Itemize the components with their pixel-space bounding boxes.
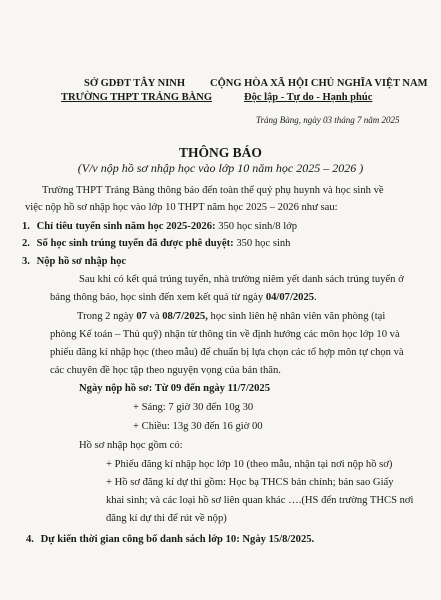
para1-period: .: [314, 292, 317, 303]
item-2: [22, 237, 290, 250]
motto: Độc lập - Tự do - Hạnh phúc: [244, 92, 373, 103]
docs-item-4: đăng kí dự thi để rút về nộp): [106, 513, 227, 524]
nation-name: CỘNG HÒA XÃ HỘI CHỦ NGHĨA VIỆT NAM: [210, 78, 428, 89]
intro-line-2: việc nộp hồ sơ nhập học vào lớp 10 THPT năm học 2025 – 2026 như sau:: [25, 202, 338, 213]
result-date: 04/07/2025: [265, 292, 315, 303]
schedule-afternoon: + Chiều: 13g 30 đến 16 giờ 00: [133, 421, 263, 432]
item-1-value: 350 học sinh/8 lớp: [215, 221, 298, 232]
item-1-number: 1.: [22, 221, 30, 232]
page-title: THÔNG BÁO: [179, 145, 262, 160]
item-2-value: 350 học sinh: [233, 238, 291, 249]
place-date: Trảng Bàng, ngày 03 tháng 7 năm 2025: [256, 115, 400, 125]
item-4-number: 4.: [26, 534, 34, 545]
para1-text: bảng thông báo, học sinh đến xem kết quả từ ngày: [50, 292, 266, 303]
item-4: [26, 533, 314, 546]
para2-text-a: Trong 2 ngày: [77, 311, 137, 322]
intro-line-1: Trường THPT Trảng Bàng thông báo đến toàn thể quý phụ huynh và học sinh về: [42, 185, 384, 196]
schedule-title: Ngày nộp hồ sơ: Từ 09 đến ngày 11/7/2025: [79, 383, 270, 394]
docs-item-3: khai sinh; và các loại hồ sơ liên quan khác ….(HS đến trường THCS nơi: [106, 495, 414, 506]
item-3-number: 3.: [22, 256, 30, 267]
docs-item-1: + Phiếu đăng kí nhập học lớp 10 (theo mẫu, nhận tại nơi nộp hồ sơ): [106, 459, 393, 470]
para2-line-1: [77, 310, 385, 323]
item-1-label: Chỉ tiêu tuyển sinh năm học 2025-2026:: [36, 221, 216, 232]
para2-date-08: 08/7/2025,: [162, 311, 208, 322]
para2-line-2: phòng Kế toán – Thủ quỹ) nhận từ thông tin về định hướng các môn học lớp 10 và: [50, 329, 400, 340]
item-2-number: 2.: [22, 238, 30, 249]
para1-line-2: [50, 291, 317, 304]
item-3: [22, 255, 126, 268]
para2-text-c: và: [146, 311, 163, 322]
docs-title: Hồ sơ nhập học gồm có:: [79, 440, 183, 451]
item-3-label: Nộp hồ sơ nhập học: [36, 256, 127, 267]
para1-line-1: Sau khi có kết quả trúng tuyển, nhà trường niêm yết danh sách trúng tuyển ở: [79, 274, 404, 285]
docs-item-2: + Hồ sơ đăng kí dự thi gồm: Học bạ THCS bản chính; bản sao Giấy: [106, 477, 394, 488]
item-2-label: Số học sinh trúng tuyển đã được phê duyệt:: [36, 238, 234, 249]
page-subtitle: (V/v nộp hồ sơ nhập học vào lớp 10 năm học 2025 – 2026 ): [77, 161, 364, 175]
school-name: TRƯỜNG THPT TRẢNG BÀNG: [61, 92, 213, 103]
para2-line-3: phiếu đăng kí nhập học (theo mẫu) để chuẩn bị lựa chọn các tổ hợp môn tự chọn và: [50, 347, 404, 358]
para2-text-e: học sinh liên hệ nhân viên văn phòng (tại: [207, 311, 386, 322]
para2-date-07: 07: [136, 311, 147, 322]
item-1: [22, 220, 297, 233]
item-4-value: Ngày 15/8/2025.: [239, 534, 315, 545]
schedule-morning: + Sáng: 7 giờ 30 đến 10g 30: [133, 402, 254, 413]
para2-line-4: các chuyên đề học tập theo nguyện vọng của bản thân.: [50, 365, 281, 376]
agency-name: SỞ GDĐT TÂY NINH: [84, 78, 186, 89]
item-4-label: Dự kiến thời gian công bố danh sách lớp 10:: [40, 534, 240, 545]
